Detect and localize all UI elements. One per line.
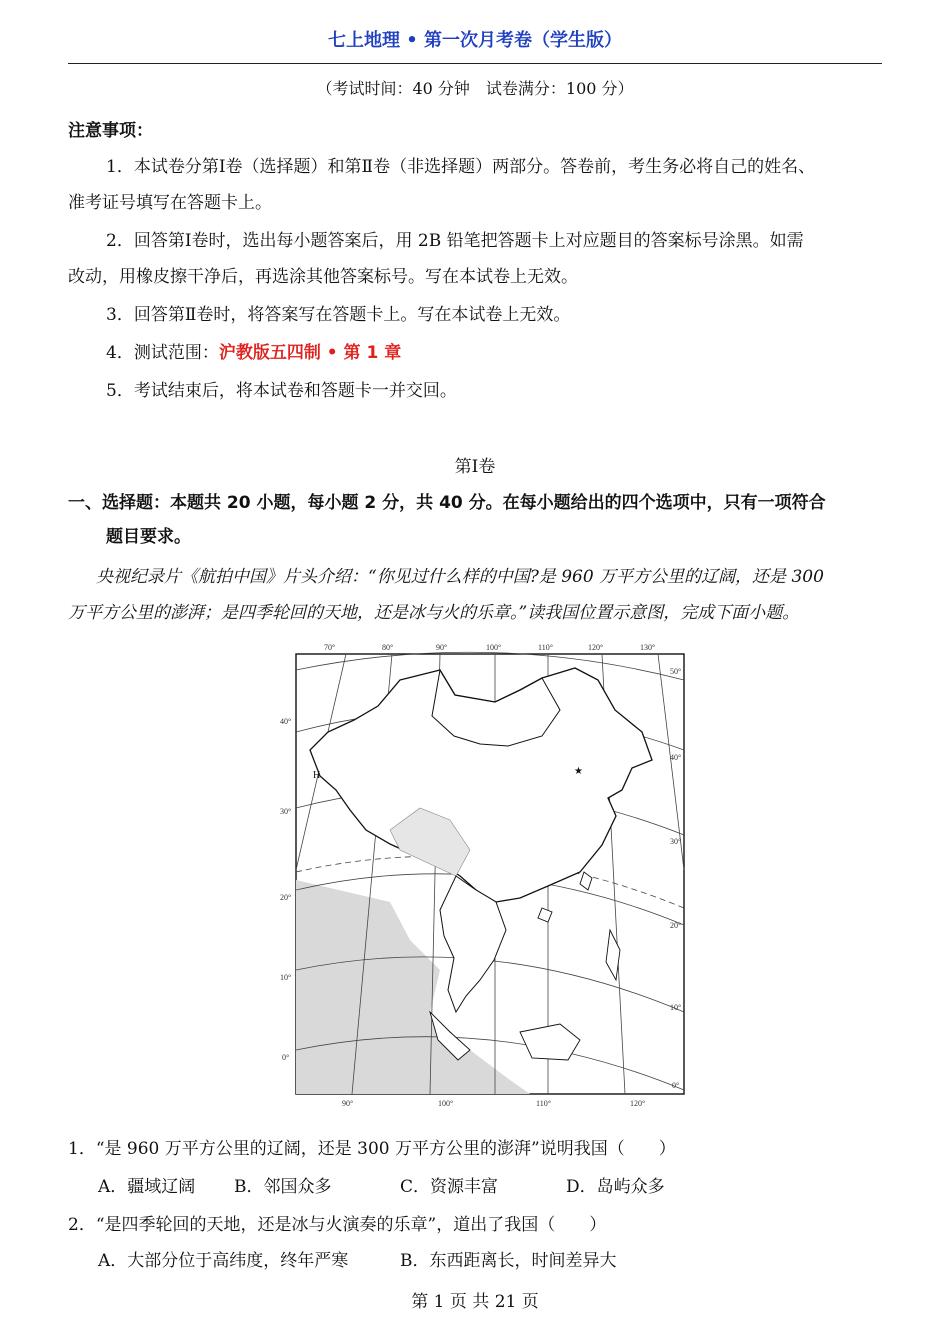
- notice-item-4: [106, 338, 401, 363]
- right-lat-label: 20°: [670, 921, 682, 930]
- top-lon-label: 130°: [640, 643, 656, 652]
- exam-time-info: （考试时间：40 分钟 试卷满分：100 分）: [316, 79, 634, 98]
- bottom-lon-label: 120°: [630, 1099, 646, 1108]
- option-c[interactable]: C．资源丰富: [400, 1177, 499, 1197]
- option-b[interactable]: B．邻国众多: [234, 1177, 332, 1197]
- notice-item-4-prefix: 4．测试范围：: [106, 343, 219, 363]
- page-header-title: 七上地理 • 第一次月考卷（学生版）: [327, 30, 623, 51]
- option-a[interactable]: A．大部分位于高纬度，终年严寒: [98, 1251, 349, 1271]
- question-1-stem: 1．“是 960 万平方公里的辽阔，还是 300 万平方公里的澎湃”说明我国（ ）: [68, 1139, 676, 1159]
- top-lon-label: 100°: [486, 643, 502, 652]
- notice-item-2-line-2: 改动，用橡皮擦干净后，再选涂其他答案标号。写在本试卷上无效。: [68, 267, 578, 287]
- intro-line-2: 万平方公里的澎湃；是四季轮回的天地，还是冰与火的乐章。”读我国位置示意图，完成下面小题。: [68, 603, 800, 623]
- top-lon-label: 70°: [324, 643, 336, 652]
- right-lat-label: 10°: [670, 1003, 682, 1012]
- bottom-lon-label: 90°: [342, 1099, 354, 1108]
- question-1-options: [98, 1172, 665, 1197]
- notice-item-2-line-1: 2．回答第Ⅰ卷时，选出每小题答案后，用 2B 铅笔把答题卡上对应题目的答案标号涂黑。如需: [106, 231, 804, 251]
- left-lat-label: 20°: [280, 893, 292, 902]
- left-lat-label: 10°: [280, 973, 292, 982]
- top-lon-label: 80°: [382, 643, 394, 652]
- notice-item-5: 5．考试结束后，将本试卷和答题卡一并交回。: [106, 381, 457, 401]
- right-lat-label: 40°: [670, 753, 682, 762]
- capital-star-icon: ★: [574, 766, 583, 777]
- right-lat-label: 50°: [670, 667, 682, 676]
- test-scope: 沪教版五四制 • 第 1 章: [218, 343, 402, 363]
- bottom-lon-label: 110°: [536, 1099, 551, 1108]
- china-location-map: [280, 640, 690, 1110]
- question-2-stem: 2．“是四季轮回的天地，还是冰与火演奏的乐章”，道出了我国（ ）: [68, 1215, 607, 1235]
- notice-item-1-line-1: 1．本试卷分第Ⅰ卷（选择题）和第Ⅱ卷（非选择题）两部分。答卷前，考生务必将自己的姓名、: [106, 157, 816, 177]
- bottom-lon-label: 100°: [438, 1099, 454, 1108]
- header-divider: [68, 63, 882, 64]
- part-title-line-2: 题目要求。: [106, 527, 191, 547]
- top-lon-label: 110°: [538, 643, 553, 652]
- right-lat-label: 0°: [672, 1081, 680, 1090]
- top-longitude-labels: [324, 643, 655, 652]
- left-lat-label: 40°: [280, 717, 292, 726]
- marker-h-label: H: [313, 770, 321, 781]
- page-footer: 第 1 页 共 21 页: [411, 1292, 539, 1312]
- top-lon-label: 120°: [588, 643, 604, 652]
- top-lon-label: 90°: [436, 643, 448, 652]
- right-lat-label: 30°: [670, 837, 682, 846]
- volume-title: 第Ⅰ卷: [454, 457, 496, 477]
- bottom-longitude-labels: [342, 1099, 645, 1108]
- notice-item-3: 3．回答第Ⅱ卷时，将答案写在答题卡上。写在本试卷上无效。: [106, 305, 571, 325]
- left-latitude-labels: [280, 717, 291, 1062]
- option-b[interactable]: B．东西距离长，时间差异大: [400, 1251, 617, 1271]
- notice-heading: 注意事项：: [68, 121, 153, 141]
- left-lat-label: 30°: [280, 807, 292, 816]
- option-d[interactable]: D．岛屿众多: [566, 1177, 665, 1197]
- question-2-options: [98, 1246, 617, 1271]
- notice-item-1-line-2: 准考证号填写在答题卡上。: [68, 193, 272, 213]
- intro-line-1: 央视纪录片《航拍中国》片头介绍：“你见过什么样的中国?是 960 万平方公里的辽阔，还是 300: [96, 567, 824, 587]
- part-title-line-1: 一、选择题：本题共 20 小题，每小题 2 分，共 40 分。在每小题给出的四个选项中，只有一项符合: [68, 493, 826, 513]
- left-lat-label: 0°: [282, 1053, 290, 1062]
- option-a[interactable]: A．疆域辽阔: [98, 1177, 196, 1197]
